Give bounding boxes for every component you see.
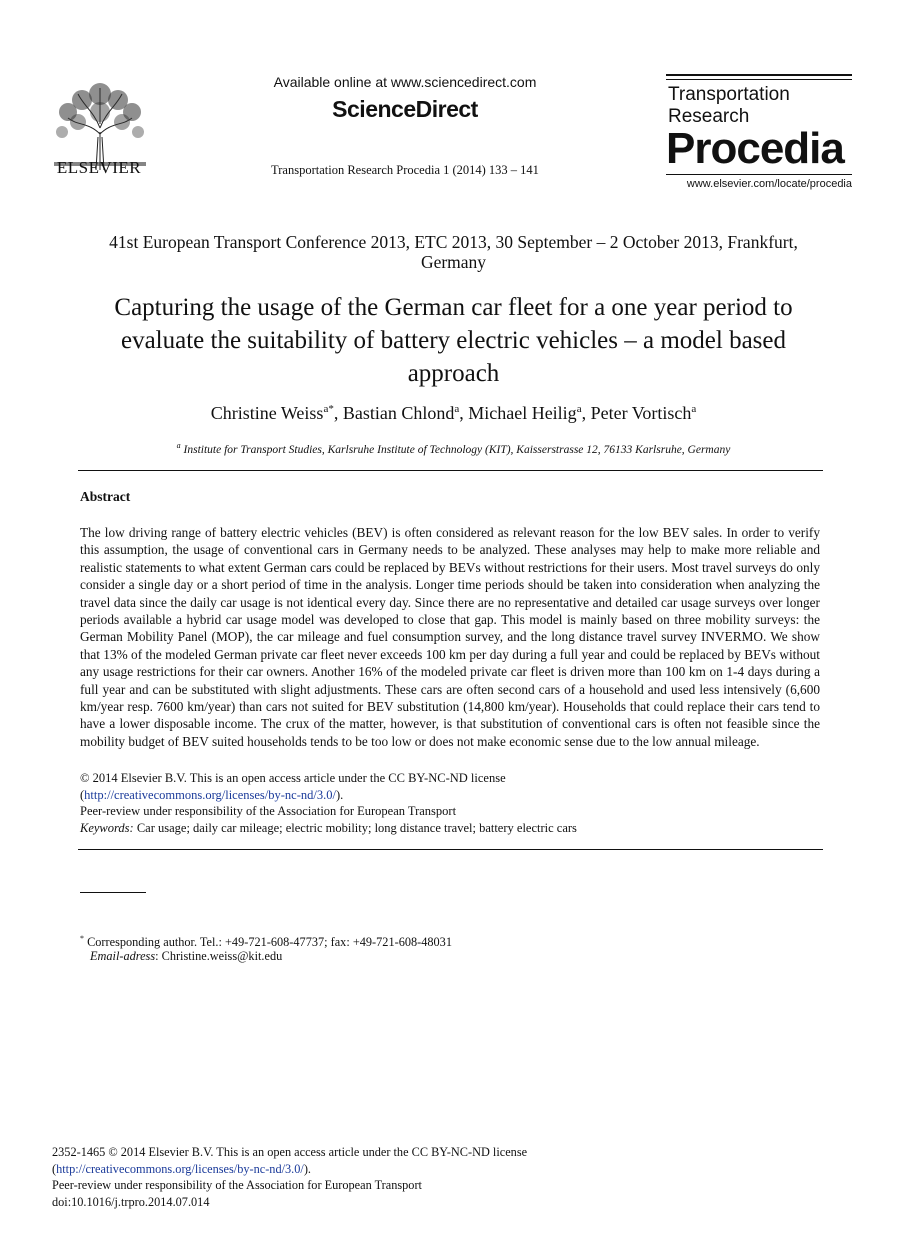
author-separator: , — [581, 403, 591, 423]
journal-name-line2: Research — [668, 106, 750, 127]
footnote-rule — [80, 892, 146, 893]
conference-line1: 41st European Transport Conference 2013, ETC 2013, 30 September – 2 October 2013, Frankfurt, — [109, 232, 798, 252]
author — [211, 403, 343, 423]
journal-logo-rule — [666, 79, 852, 80]
journal-logo — [666, 74, 852, 194]
keywords — [80, 820, 820, 837]
abstract-body: The low driving range of battery electric vehicles (BEV) is often considered as relevant reason for the low BEV sales. In order to verify this assumption, the usage of conventional cars in Germany needs to be analyzed. These analyses may help to make more reliable and realistic statements to what extent German cars could be replaced by BEVs without restrictions for their users. Most travel surveys do only consider a single day or a short period of time in the analysis. Longer time periods should be taken into consideration when analyzing the travel data since the daily car usage is not identical every day. Since there are no representative and detailed car usage surveys over longer periods available a hybrid car usage model was developed to close that gap. This model is mainly based on three mobility surveys: the German Mobility Panel (MOP), the car mileage and fuel consumption survey, and the long distance travel survey INVERMO. We show that 13% of the modeled German private car fleet never exceeds 100 km per day during a full year and could be replaced by BEVs without any usage restrictions for their car owners. Another 16% of the modeled private car fleet is driven more than 100 km on 1-4 days during a full year and can be substituted with slight adjustments. These cars are often second cars of a household and used less intensively (6,600 km/year resp. 7600 km/year) than cars not suited for BEV substitution (14,800 km/year). Households that could replace their cars tend to have a lower disposable income. The crux of the matter, however, is that substitution of conventional cars is often not feasible since the mobility budget of BEV suited households tends to be too low or does not make economic sense due to the low annual mileage. — [80, 525, 820, 749]
author-separator: , — [459, 403, 469, 423]
affiliation-text: Institute for Transport Studies, Karlsruhe Institute of Technology (KIT), Kaisserstrasse 12, 76133 Karlsruhe, Germany — [180, 443, 731, 456]
license-text: © 2014 Elsevier B.V. This is an open access article under the CC BY-NC-ND license — [80, 771, 506, 785]
contact-text: Corresponding author. Tel.: +49-721-608-47737; fax: +49-721-608-48031 — [84, 935, 452, 950]
journal-url: www.elsevier.com/locate/procedia — [686, 178, 852, 190]
keywords-list: Car usage; daily car mileage; electric mobility; long distance travel; battery electric cars — [133, 820, 577, 835]
author — [343, 403, 468, 423]
available-online-text: Available online at www.sciencedirect.com — [273, 74, 537, 90]
abstract-heading: Abstract — [80, 489, 131, 504]
title-line3: approach — [407, 360, 500, 387]
journal-logo-rule — [666, 174, 852, 175]
keywords-label: Keywords: — [80, 820, 134, 835]
email-label: Email-adress — [90, 949, 156, 963]
divider — [78, 470, 823, 471]
sciencedirect-logo: ScienceDirect — [332, 96, 478, 122]
author-list — [60, 403, 847, 424]
conference-info — [40, 232, 867, 272]
footer-peer-review: Peer-review under responsibility of the Association for European Transport — [52, 1178, 422, 1192]
author-name: Michael Heilig — [468, 403, 577, 423]
author-name: Christine Weiss — [210, 403, 324, 423]
title-line1: Capturing the usage of the German car fleet for a one year period to — [114, 294, 793, 321]
journal-logo-rule — [666, 74, 852, 76]
footer-url-line — [52, 1161, 652, 1178]
email-value: : Christine.weiss@kit.edu — [155, 949, 283, 963]
author — [591, 403, 697, 423]
peer-review-text: Peer-review under responsibility of the Association for European Transport — [80, 804, 457, 818]
email-note — [90, 949, 282, 964]
license-block — [80, 770, 820, 836]
publisher-name: ELSEVIER — [56, 158, 142, 177]
divider — [78, 849, 823, 850]
author-affiliation-mark: a — [691, 403, 697, 415]
license-url-line — [80, 787, 820, 804]
author-affiliation-mark: a* — [323, 403, 334, 415]
author-separator: , — [333, 403, 343, 423]
paren: ( — [52, 1161, 57, 1176]
title-line2: evaluate the suitability of battery electric vehicles – a model based — [120, 327, 786, 354]
paper-title — [60, 291, 847, 390]
journal-name-line3: Procedia — [666, 124, 844, 173]
author-name: Bastian Chlond — [342, 403, 455, 423]
journal-citation: Transportation Research Procedia 1 (2014) 133 – 141 — [271, 163, 539, 177]
author-affiliation-mark: a — [454, 403, 460, 415]
paren: ). — [335, 787, 344, 802]
affiliation — [60, 441, 847, 456]
license-link[interactable]: http://creativecommons.org/licenses/by-nc-nd/3.0/ — [84, 787, 336, 802]
author-affiliation-mark: a — [576, 403, 582, 415]
footer-license-link[interactable]: http://creativecommons.org/licenses/by-nc-nd/3.0/ — [56, 1161, 304, 1176]
journal-name-line1: Transportation — [668, 84, 790, 105]
author-name: Peter Vortisch — [590, 403, 692, 423]
author — [468, 403, 590, 423]
footer-license: 2352-1465 © 2014 Elsevier B.V. This is an open access article under the CC BY-NC-ND license — [52, 1145, 528, 1159]
corresponding-author-note — [80, 934, 452, 950]
paren: ( — [80, 787, 85, 802]
footnote-mark: * — [80, 934, 84, 943]
affiliation-mark: a — [176, 441, 181, 450]
page-footer — [52, 1144, 652, 1210]
conference-line2: Germany — [420, 252, 487, 272]
paren: ). — [303, 1161, 311, 1176]
doi: doi:10.1016/j.trpro.2014.07.014 — [52, 1194, 210, 1209]
